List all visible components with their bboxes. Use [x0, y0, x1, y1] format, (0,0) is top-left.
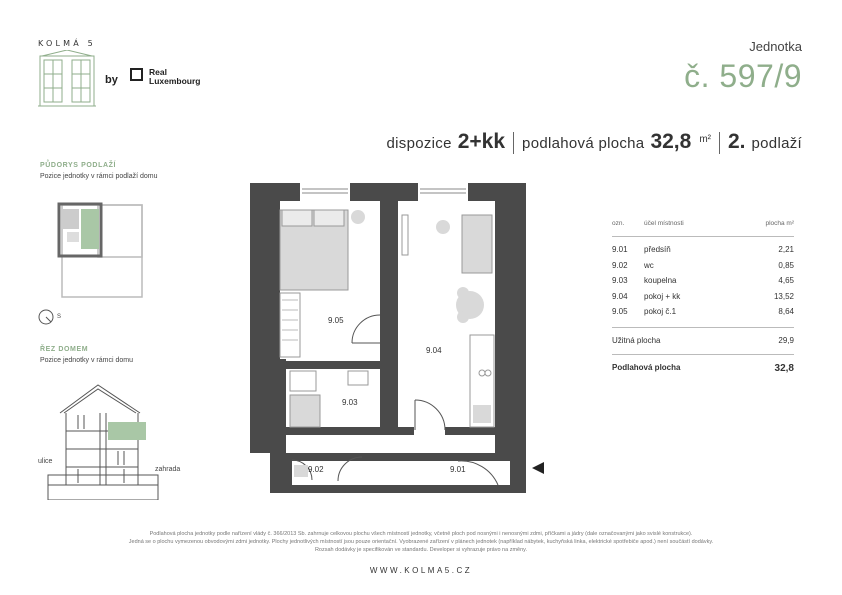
table-divider	[612, 236, 794, 237]
by-label: by	[105, 74, 118, 86]
building-section-diagram	[38, 375, 168, 500]
usable-area-row	[612, 336, 794, 350]
floor-area-value: 32,8	[774, 362, 794, 374]
table-row	[612, 292, 794, 308]
spec-divider	[719, 132, 720, 154]
floor-area-label: Podlahová plocha	[612, 362, 681, 372]
row-purpose: koupelna	[644, 276, 677, 285]
spec-divider	[513, 132, 514, 154]
table-divider	[612, 354, 794, 355]
floorplan-subtitle: Pozice jednotky v rámci podlaží domu	[40, 173, 158, 180]
header-code: ozn.	[612, 220, 625, 227]
disclaimer-line: Rozsah dodávky je specifikován ve standardu. Developer si vyhrazuje právo na změny.	[314, 547, 528, 553]
unit-specs	[387, 130, 803, 156]
row-area: 0,85	[778, 260, 794, 270]
floorplan-heading: PŮDORYS PODLAŽÍ	[40, 162, 117, 169]
table-row	[612, 276, 794, 292]
room-label-9-03: 9.03	[342, 398, 358, 407]
row-area: 13,52	[773, 291, 794, 301]
disclaimer	[20, 530, 822, 554]
row-code: 9.03	[612, 276, 628, 285]
floor-label: podlaží	[751, 135, 802, 152]
partner-name-line2: Luxembourg	[149, 76, 201, 86]
section-left-label: ulice	[38, 458, 53, 465]
row-purpose: předsíň	[644, 245, 671, 254]
compass-label: S	[57, 314, 62, 320]
section-right-label: zahrada	[155, 466, 181, 473]
row-code: 9.01	[612, 245, 628, 254]
room-area-table	[612, 220, 794, 377]
room-label-9-05: 9.05	[328, 316, 344, 325]
floor-area-row	[612, 363, 794, 377]
unit-label: Jednotka	[749, 39, 802, 54]
row-code: 9.04	[612, 291, 628, 301]
room-label-9-01: 9.01	[450, 465, 466, 474]
apartment-floor-plan	[230, 175, 550, 505]
website-link[interactable]: WWW.KOLMA5.CZ	[369, 566, 473, 575]
building-logo-icon	[38, 50, 96, 110]
area-value: 32,8	[650, 130, 692, 153]
header-area: plocha m²	[765, 220, 794, 227]
unit-number: č. 597/9	[684, 58, 802, 94]
table-row	[612, 261, 794, 277]
row-area: 2,21	[778, 245, 794, 254]
table-divider	[612, 327, 794, 328]
partner-name-line1: Real	[149, 67, 167, 77]
row-purpose: wc	[644, 260, 654, 270]
disclaimer-line: Jedná se o plochu vymezenou obvodovými zdmi jednotky. Plochy jednotlivých místností jsou pouze orientační. Vyobrazené zařízení v plánech jednotek (například nábytek, kuchyňská linka, elektrické spotřebiče apod.) není součástí dodávky.	[128, 539, 714, 545]
layout-value: 2+kk	[457, 130, 506, 153]
table-row	[612, 245, 794, 261]
area-label: podlahová plocha	[522, 135, 645, 152]
table-row	[612, 307, 794, 323]
table-header	[612, 220, 794, 234]
floor-value: 2.	[728, 130, 746, 153]
row-purpose: pokoj č.1	[644, 307, 677, 316]
row-code: 9.02	[612, 260, 628, 270]
row-area: 8,64	[778, 307, 794, 316]
room-label-9-04: 9.04	[426, 346, 442, 355]
section-subtitle: Pozice jednotky v rámci domu	[40, 357, 133, 364]
row-code: 9.05	[612, 307, 628, 316]
section-heading: ŘEZ DOMEM	[40, 346, 89, 353]
disclaimer-line: Podlahová plocha jednotky podle nařízení vlády č. 366/2013 Sb. zahrnuje celkovou plochu všech místností jednotky, včetně ploch pod nosnými i nenosnými zdmi, příčkami a jádry (dale označovanými jako svislé konstrukce).	[149, 531, 693, 537]
entrance-arrow-icon	[532, 462, 544, 474]
layout-label: dispozice	[386, 135, 452, 152]
floor-position-diagram	[55, 200, 147, 300]
partner-logo-icon	[130, 68, 143, 81]
room-label-9-02: 9.02	[308, 465, 324, 474]
row-purpose: pokoj + kk	[644, 291, 681, 301]
row-area: 4,65	[778, 276, 794, 285]
header-purpose: účel místnosti	[644, 220, 684, 227]
project-logo-text: KOLMÁ 5	[38, 39, 96, 48]
usable-area-label: Užitná plocha	[612, 335, 661, 345]
area-unit: m²	[699, 134, 711, 145]
usable-area-value: 29,9	[778, 335, 794, 345]
compass-icon	[36, 307, 56, 327]
partner-name	[149, 68, 200, 86]
